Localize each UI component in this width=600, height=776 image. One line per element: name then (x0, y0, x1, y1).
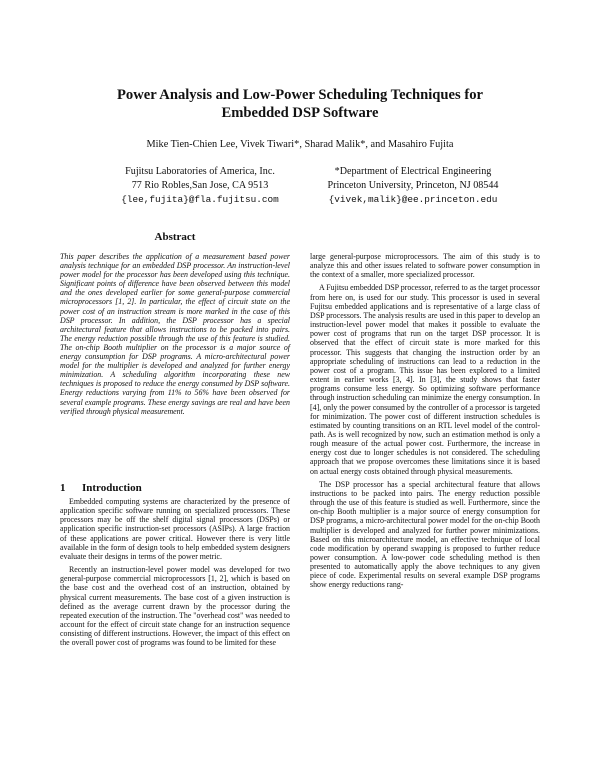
introduction-left-column (60, 497, 290, 652)
paragraph: The DSP processor has a special architectural feature that allows instructions to be packed into pairs. The energy reduction possible through the use of this feature is studied as well. Furthermore, since the on-chip Booth multiplier is a major source of energy consumption for DSP programs, a micro-architectural power model for the on-chip Booth multiplier is developed and analyzed for further power minimizations. Based on this microarchitecture model, an effective technique of local code modification by operand swapping is proposed to further reduce power consumption. A low-power code scheduling method is then presented to automatically apply the above techniques to any given piece of code. Experimental results on several example DSP programs show energy reductions rang- (310, 479, 540, 590)
author-list: Mike Tien-Chien Lee, Vivek Tiwari*, Sharad Malik*, and Masahiro Fujita (146, 139, 454, 150)
affiliation-email: {vivek,malik}@ee.princeton.edu (328, 194, 498, 206)
affiliation-princeton (282, 165, 544, 208)
affiliation-org: Fujitsu Laboratories of America, Inc. (125, 166, 275, 177)
paper-title (60, 86, 540, 122)
abstract-text: This paper describes the application of a measurement based power analysis technique for an embedded DSP processor. An instruction-level power model for the processor has been developed using this technique. Significant points of difference have been observed between this model and the ones developed earlier for some general-purpose commercial microprocessors [1, 2]. In particular, the effect of circuit state on the power cost of an instruction stream is more marked in the case of this DSP processor. In addition, the DSP processor has a special architectural feature that allows instructions to be packed into pairs. The energy reduction possible through the use of this feature is studied. The on-chip Booth multiplier on the processor is a major source of energy consumption for DSP programs. A micro-architectural power model for the multiplier is developed and analyzed for further energy minimization. A scheduling algorithm incorporating these new techniques is proposed to reduce the energy consumed by DSP software. Energy reductions varying from 11% to 56% have been observed for several example programs. These energy savings are real and have been verified through physical measurement. (60, 252, 290, 416)
affiliation-address: 77 Rio Robles,San Jose, CA 9513 (131, 180, 269, 192)
section-heading-introduction (60, 482, 290, 494)
title-line-1: Power Analysis and Low-Power Scheduling Techniques for (117, 87, 483, 103)
section-title: Introduction (82, 482, 142, 494)
paragraph: large general-purpose microprocessors. The aim of this study is to analyze this and other issues related to software power consumption in the context of a smaller, more specialized processor. (310, 252, 540, 280)
abstract-heading: Abstract (154, 231, 196, 243)
introduction-right-column (310, 252, 540, 594)
affiliation-address: Princeton University, Princeton, NJ 08544 (327, 180, 499, 192)
paragraph: Recently an instruction-level power model was developed for two general-purpose commercial microprocessors [1, 2], which is based on the base cost and the overhead cost of an instruction, obtained by physical current measurements. The base cost of a given instruction is defined as the average current drawn by the processor during the repeated execution of the instruction. The "overhead cost" was needed to account for the effect of circuit state change for an instruction sequence consisting of different instructions. However, the impact of this effect on the overall power cost of programs was found to be limited for these (60, 565, 290, 648)
affiliation-email: {lee,fujita}@fla.fujitsu.com (121, 194, 279, 206)
paragraph: Embedded computing systems are characterized by the presence of application specific software running on specialized processors. These processors may be off the shelf digital signal processors (DSPs) or application specific instruction-set processors (ASIPs). A large fraction of these applications are power critical. However there is very little available in the form of design tools to help embedded system designers evaluate their designs in terms of the power metric. (60, 497, 290, 561)
affiliation-org: *Department of Electrical Engineering (334, 166, 492, 177)
paragraph: A Fujitsu embedded DSP processor, referred to as the target processor from here on, is used for our study. This processor is used in several Fujitsu embedded applications and is representative of a large class of DSP processors. The analysis results are used in this paper to develop an instruction-level power model that makes it possible to evaluate the power cost of programs that run on the target DSP processor. It is observed that the effect of circuit state is more marked for this processor. This suggests that changing the instruction order by an appropriate scheduling of instructions can lead to a reduction in the power cost of a program. This issue has been explored to a limited extent in earlier works [3, 4]. In [3], the study shows that faster programs consume less energy. So optimizing software performance through instruction scheduling can minimize the energy consumption. In [4], only the power consumed by the controller of a processor is targeted for minimization. The power cost of different instruction schedules is estimated by counting transitions on an RTL level model of the control-path. As is well recognized by now, such an estimation method is only a rough measure of the actual power cost. Furthermore, the increase in energy cost due to longer schedules is not considered. The scheduling approach that we propose overcomes these limitations since it is based on actual energy costs obtained through physical measurements. (310, 283, 540, 476)
section-number: 1 (60, 482, 66, 494)
title-line-2: Embedded DSP Software (221, 105, 379, 121)
